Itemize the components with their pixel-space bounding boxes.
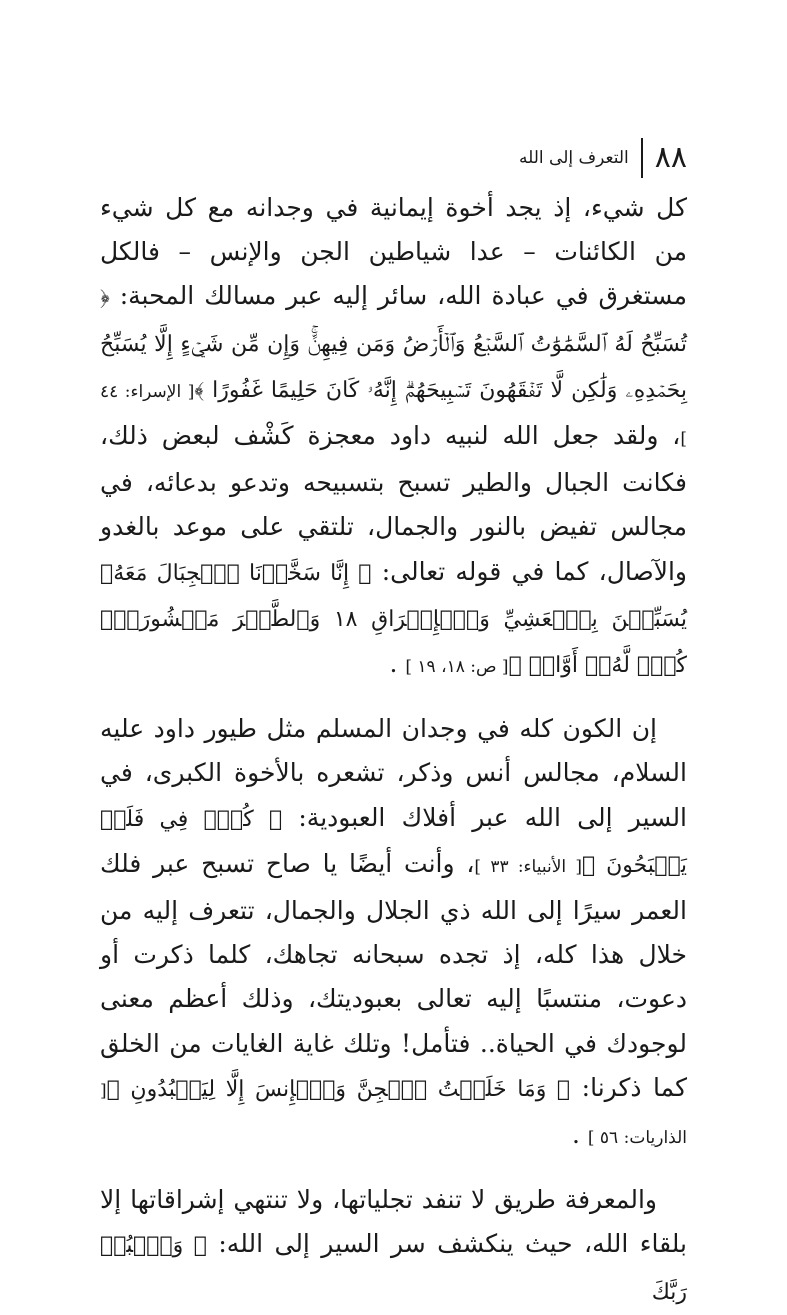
page-header [519,138,687,178]
quran-verse: ﴿ تُسَبِّحُ لَهُ ٱلسَّمَٰوَٰتُ ٱلسَّبۡعُ وَٱلۡأَرۡضُ وَمَن فِيهِنَّۚ وَإِن مِّن شَيۡءٍ إِلَّا يُسَبِّحُ بِحَمۡدِهِۦ وَلَٰكِن لَّا تَفۡقَهُونَ تَسۡبِيحَهُمۡۗ إِنَّهُۥ كَانَ حَلِيمًا غَفُورًا ﴾ [100,285,687,403]
paragraph [100,707,687,1160]
paragraph-text: . [389,649,406,679]
paragraph [100,1178,687,1315]
paragraph-text: . [571,1120,588,1150]
header-divider [641,138,643,178]
paragraph [100,186,687,689]
verse-reference: [ الأنبياء: ٣٣ ] [474,856,583,877]
paragraph-text: كل شيء، إذ يجد أخوة إيمانية في وجدانه مع كل شيء من الكائنات – عدا شياطين الجن والإنس – فالكل مستغرق في عبادة الله، سائر إليه عبر مسالك المحبة: [100,193,687,311]
paragraph-text: إن الكون كله في وجدان المسلم مثل طيور داود عليه السلام، مجالس أنس وذكر، تشعره بالأخوة الكبرى، في السير إلى الله عبر أفلاك العبودية: [100,714,688,832]
paragraph-text: ، وأنت أيضًا يا صاح تسبح عبر فلك العمر سيرًا إلى الله ذي الجلال والجمال، تتعرف إليه من خلال هذا كله، إذ تجده سبحانه تجاهك، كلما ذكرت أو دعوت، منتسبًا إليه تعالى بعبوديتك، وذلك أعظم معنى لوجودك في الحياة.. فتأمل! وتلك غاية الغايات من الخلق كما ذكرنا: [100,848,687,1102]
page-body [100,186,687,1315]
quran-verse: ﴿ وَمَا خَلَقۡتُ ٱلۡجِنَّ وَٱلۡإِنسَ إِلَّا لِيَعۡبُدُونِ ﴾ [106,1076,571,1102]
verse-reference: [ الإسراء: ٤٤ ] [100,381,687,450]
page-number: ٨٨ [654,140,687,175]
paragraph-text: ، ولقد جعل الله لنبيه داود معجزة كَشْف لبعض ذلك، فكانت الجبال والطير تسبح بتسبيحه وتدعو بدعائه، في مجالس تفيض بالنور والجمال، تلتقي على موعد بالغدو والآصال، كما في قوله تعالى: [100,421,687,586]
quran-verse: ﴿ كُلّٞ فِي فَلَكٖ يَسۡبَحُونَ ﴾ [100,806,687,878]
verse-reference: [ الذاريات: ٥٦ ] [100,1080,687,1149]
verse-reference: [ ص: ١٨، ١٩ ] [405,657,509,678]
quran-verse: ﴿ وَٱعۡبُدۡ رَبَّكَ [100,1233,687,1305]
paragraph-text: والمعرفة طريق لا تنفد تجلياتها، ولا تنتهي إشراقاتها إلا بلقاء الله، حيث ينكشف سر السير إلى الله: [100,1185,687,1259]
running-title: التعرف إلى الله [519,148,629,168]
quran-verse: ﴿ إِنَّا سَخَّرۡنَا ٱلۡجِبَالَ مَعَهُۥ يُسَبِّحۡنَ بِٱلۡعَشِيِّ وَٱلۡإِشۡرَاقِ ١٨ وَٱلطَّيۡرَ مَحۡشُورَةٗۖ كُلّٞ لَّهُۥٓ أَوَّابٞ ﴾ [100,560,687,679]
